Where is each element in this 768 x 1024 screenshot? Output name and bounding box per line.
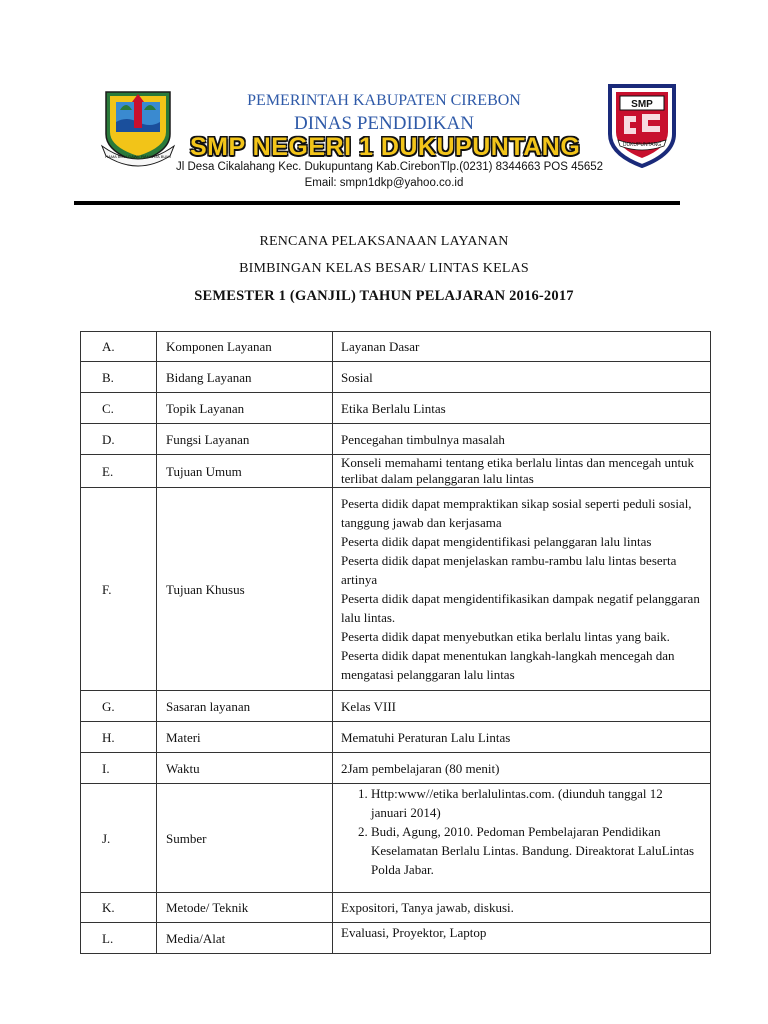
table-row bbox=[81, 488, 711, 691]
doc-title-line2: BIMBINGAN KELAS BESAR/ LINTAS KELAS bbox=[239, 261, 529, 276]
objective-item: Peserta didik dapat mengidentifikasi pelanggaran lalu lintas bbox=[341, 534, 652, 549]
right-logo-title: SMP bbox=[631, 99, 653, 110]
row-value bbox=[333, 488, 711, 691]
row-letter: E. bbox=[81, 455, 157, 488]
row-letter: G. bbox=[81, 691, 157, 722]
row-label: Waktu bbox=[157, 753, 333, 784]
table-row bbox=[81, 332, 711, 362]
row-label: Topik Layanan bbox=[157, 393, 333, 424]
row-value: Pencegahan timbulnya masalah bbox=[333, 424, 711, 455]
government-name: PEMERINTAH KABUPATEN CIREBON bbox=[247, 92, 521, 109]
row-label: Metode/ Teknik bbox=[157, 893, 333, 923]
row-label: Komponen Layanan bbox=[157, 332, 333, 362]
objective-item: Peserta didik dapat menyebutkan etika berlalu lintas yang baik. bbox=[341, 629, 670, 644]
row-label: Sasaran layanan bbox=[157, 691, 333, 722]
row-letter: F. bbox=[81, 488, 157, 691]
row-letter: C. bbox=[81, 393, 157, 424]
row-label: Tujuan Khusus bbox=[157, 488, 333, 691]
row-letter: H. bbox=[81, 722, 157, 753]
row-label: Materi bbox=[157, 722, 333, 753]
row-letter: B. bbox=[81, 362, 157, 393]
row-letter: J. bbox=[81, 784, 157, 893]
row-label: Sumber bbox=[157, 784, 333, 893]
row-letter: D. bbox=[81, 424, 157, 455]
row-letter: K. bbox=[81, 893, 157, 923]
left-logo-motto: RAMA BOLI GAWE RAHARJA BUMI bbox=[105, 154, 171, 159]
table-row bbox=[81, 923, 711, 954]
source-list bbox=[341, 784, 702, 879]
right-logo-banner: DUKUPUNTANG bbox=[622, 142, 662, 148]
row-value: Expositori, Tanya jawab, diskusi. bbox=[333, 893, 711, 923]
source-item: 2. Budi, Agung, 2010. Pedoman Pembelajaran Pendidikan Keselamatan Berlalu Lintas. Bandung. Direaktorat LaluLintas Polda Jabar. bbox=[371, 822, 702, 879]
table-row bbox=[81, 784, 711, 893]
row-value: Sosial bbox=[333, 362, 711, 393]
school-address: Jl Desa Cikalahang Kec. Dukupuntang Kab.CirebonTlp.(0231) 8344663 POS 45652 bbox=[176, 161, 604, 173]
row-letter: L. bbox=[81, 923, 157, 954]
row-letter: A. bbox=[81, 332, 157, 362]
smp-school-logo-icon bbox=[606, 82, 678, 168]
row-letter: I. bbox=[81, 753, 157, 784]
header-divider bbox=[74, 201, 680, 205]
table-row bbox=[81, 362, 711, 393]
objective-item: Peserta didik dapat mengidentifikasikan dampak negatif pelanggaran lalu lintas. bbox=[341, 591, 700, 625]
doc-title-line3: SEMESTER 1 (GANJIL) TAHUN PELAJARAN 2016-2017 bbox=[194, 288, 574, 304]
table-row bbox=[81, 691, 711, 722]
service-plan-table bbox=[80, 331, 711, 954]
row-label: Tujuan Umum bbox=[157, 455, 333, 488]
row-label: Fungsi Layanan bbox=[157, 424, 333, 455]
school-email: Email: smpn1dkp@yahoo.co.id bbox=[304, 177, 464, 189]
row-label: Bidang Layanan bbox=[157, 362, 333, 393]
row-value: 2Jam pembelajaran (80 menit) bbox=[333, 753, 711, 784]
row-label: Media/Alat bbox=[157, 923, 333, 954]
row-value: Kelas VIII bbox=[333, 691, 711, 722]
table-row bbox=[81, 722, 711, 753]
source-item: 1. Http:www//etika berlalulintas.com. (diunduh tanggal 12 januari 2014) bbox=[371, 784, 702, 822]
row-value: Evaluasi, Proyektor, Laptop bbox=[333, 923, 711, 954]
row-value: Mematuhi Peraturan Lalu Lintas bbox=[333, 722, 711, 753]
department-name: DINAS PENDIDIKAN bbox=[294, 113, 474, 134]
objective-item: Peserta didik dapat menjelaskan rambu-rambu lalu lintas beserta artinya bbox=[341, 553, 677, 587]
row-value: Konseli memahami tentang etika berlalu lintas dan mencegah untuk terlibat dalam pelanggaran lalu lintas bbox=[333, 455, 711, 488]
objective-item: Peserta didik dapat menentukan langkah-langkah mencegah dan mengatasi pelanggaran lalu lintas bbox=[341, 648, 675, 682]
row-value: Layanan Dasar bbox=[333, 332, 711, 362]
row-value: Etika Berlalu Lintas bbox=[333, 393, 711, 424]
table-row bbox=[81, 424, 711, 455]
doc-title-line1: RENCANA PELAKSANAAN LAYANAN bbox=[259, 234, 509, 249]
objective-item: Peserta didik dapat mempraktikan sikap sosial seperti peduli sosial, tanggung jawab dan kerjasama bbox=[341, 496, 692, 530]
school-name: SMP NEGERI 1 DUKUPUNTANG bbox=[190, 133, 581, 161]
table-row bbox=[81, 753, 711, 784]
table-row bbox=[81, 455, 711, 488]
row-value bbox=[333, 784, 711, 893]
table-row bbox=[81, 393, 711, 424]
table-row bbox=[81, 893, 711, 923]
